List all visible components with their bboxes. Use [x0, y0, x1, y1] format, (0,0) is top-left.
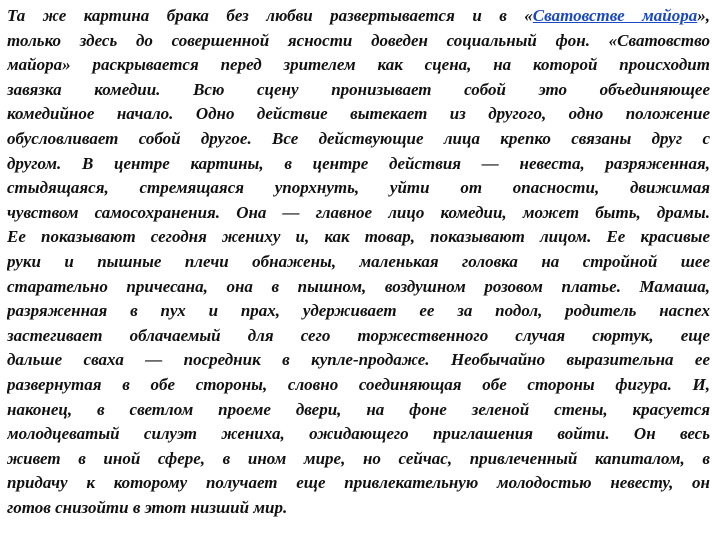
- text-line-20: придачу к которому получает еще привлекательную молодостью невесту, он: [7, 473, 710, 493]
- text-line-12: старательно причесана, она в пышном, воздушном розовом платье. Мамаша,: [7, 276, 710, 296]
- link-svatovstvo-mayora[interactable]: Сватовстве майора: [532, 6, 698, 25]
- text-line-21: готов снизойти в этот низший мир.: [7, 497, 288, 517]
- text-line-4: завязка комедии. Всю сцену пронизывает собой это объединяющее: [7, 79, 710, 99]
- text-line-5: комедийное начало. Одно действие вытекает из другого, одно положение: [7, 104, 710, 124]
- text-line-6: обусловливает собой другое. Все действующие лица крепко связаны друг с: [7, 128, 710, 148]
- text-line-8: стыдящаяся, стремящаяся упорхнуть, уйти от опасности, движимая: [7, 178, 710, 198]
- text-line-2: только здесь до совершенной ясности доведен социальный фон. «Сватовство: [7, 30, 710, 50]
- text-line-1: [7, 4, 710, 29]
- text-line-15: дальше сваха — посредник в купле-продаже. Необычайно выразительна ее: [7, 350, 710, 370]
- line-1-before-link: Та же картина брака без любви развертывается и в «: [7, 6, 533, 25]
- text-line-13: разряженная в пух и прах, удерживает ее за подол, родитель наспех: [7, 301, 710, 321]
- text-line-19: живет в иной сфере, в ином мире, но сейчас, привлеченный капиталом, в: [7, 448, 710, 468]
- line-1-after-link: »,: [697, 6, 710, 25]
- text-line-10: Ее показывают сегодня жениху и, как товар, показывают лицом. Ее красивые: [7, 227, 710, 247]
- text-line-18: молодцеватый силуэт жениха, ожидающего приглашения войти. Он весь: [7, 424, 710, 444]
- text-line-14: застегивает облачаемый для сего торжественного случая сюртук, еще: [7, 325, 710, 345]
- text-line-11: руки и пышные плечи обнажены, маленькая головка на стройной шее: [7, 251, 710, 271]
- text-line-16: развернутая в обе стороны, словно соединяющая обе стороны фигура. И,: [7, 374, 710, 394]
- text-line-9: чувством самосохранения. Она — главное лицо комедии, может быть, драмы.: [7, 202, 710, 222]
- text-line-3: майора» раскрывается перед зрителем как сцена, на которой происходит: [7, 55, 710, 75]
- text-line-17: наконец, в светлом проеме двери, на фоне зеленой стены, красуется: [7, 399, 710, 419]
- text-line-7: другом. В центре картины, в центре действия — невеста, разряженная,: [7, 153, 710, 173]
